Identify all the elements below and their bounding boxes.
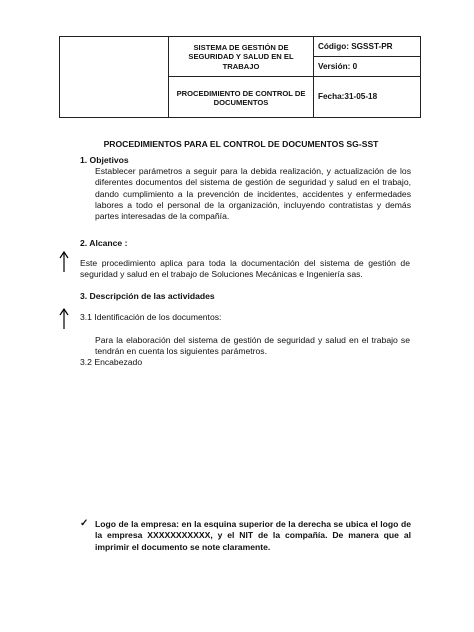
up-arrow-icon <box>59 308 69 330</box>
section-objetivos-title: 1. Objetivos <box>80 155 129 165</box>
logo-label: Logo de la empresa: <box>95 519 180 529</box>
procedure-title: PROCEDIMIENTO DE CONTROL DE DOCUMENTOS <box>176 88 306 107</box>
logo-body: en la esquina superior de la derecha se ubica el logo de la empresa XXXXXXXXXXX, y el NIT de la compañía. De manera que al imprimir el documento se note claramente. <box>95 519 411 552</box>
version-field: Versión: 0 <box>318 61 358 71</box>
section-identificacion-body: Para la elaboración del sistema de gestión de seguridad y salud en el trabajo se tendrán en cuenta los siguientes parámetros. <box>95 335 410 357</box>
code-field: Código: SGSST-PR <box>318 41 393 51</box>
header-table <box>59 36 421 118</box>
checkmark-icon: ✓ <box>80 518 89 529</box>
section-objetivos-body: Establecer parámetros a seguir para la debida realización, y actualización de los diferentes documentos del sistema de gestión de seguridad y salud en el trabajo, dando cumplimiento a la prevención de incidentes, accidentes y enfermedades labores a todo el personal de la organización, incluyendo contratistas y demás partes interesadas de la compañía. <box>95 166 411 222</box>
section-alcance-body: Este procedimiento aplica para toda la documentación del sistema de gestión de seguridad y salud en el trabajo de Soluciones Mecánicas e Ingeniería sas. <box>80 258 410 280</box>
section-encabezado-title: 3.2 Encabezado <box>80 357 143 367</box>
logo-paragraph <box>95 519 411 553</box>
section-identificacion-title: 3.1 Identificación de los documentos: <box>80 312 222 322</box>
section-alcance-title: 2. Alcance : <box>80 238 128 248</box>
up-arrow-icon <box>59 251 69 273</box>
section-actividades-title: 3. Descripción de las actividades <box>80 291 215 301</box>
date-field: Fecha:31-05-18 <box>318 92 378 102</box>
org-title: SISTEMA DE GESTIÓN DE SEGURIDAD Y SALUD EN EL TRABAJO <box>188 42 294 71</box>
document-title: PROCEDIMIENTOS PARA EL CONTROL DE DOCUMENTOS SG-SST <box>103 139 379 149</box>
header-divider <box>168 37 169 117</box>
